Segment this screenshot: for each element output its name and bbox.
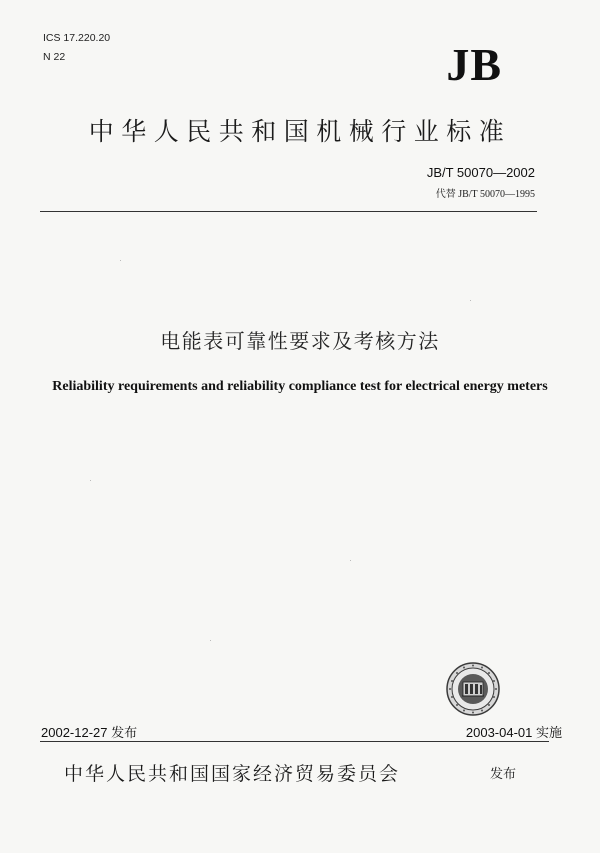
scan-speck	[210, 640, 211, 641]
jb-logo: JB	[446, 39, 502, 90]
ics-code: ICS 17.220.20	[43, 32, 111, 44]
document-title-en: Reliability requirements and reliability compliance test for electrical energy meters	[52, 379, 548, 394]
footer-divider	[40, 741, 549, 742]
publish-date: 2002-12-27 发布	[41, 725, 138, 740]
issuing-authority: 中华人民共和国国家经济贸易委员会	[64, 763, 401, 785]
scan-speck	[470, 300, 471, 301]
scan-speck	[120, 260, 121, 261]
replaces-note: 代替 JB/T 50070—1995	[435, 189, 535, 200]
standard-code: JB/T 50070—2002	[426, 165, 535, 180]
standard-category-title: 中华人民共和国机械行业标准	[88, 117, 512, 146]
scan-speck	[350, 560, 351, 561]
implementation-date: 2003-04-01 实施	[465, 725, 562, 740]
document-title-cn: 电能表可靠性要求及考核方法	[160, 329, 440, 353]
scan-speck	[90, 480, 91, 481]
issuing-authority-suffix: 发布	[490, 767, 517, 782]
certification-seal-icon	[446, 662, 500, 716]
ccs-code: N 22	[43, 51, 66, 63]
header-divider	[40, 211, 537, 212]
